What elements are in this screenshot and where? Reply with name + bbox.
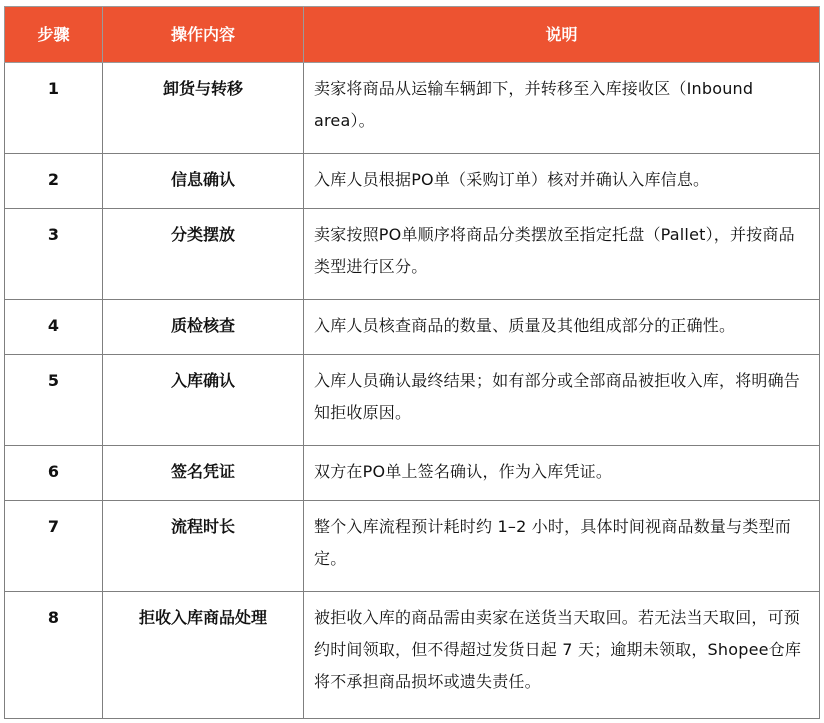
inbound-process-table bbox=[4, 6, 820, 719]
step-number: 5 bbox=[5, 355, 103, 446]
operation-description: 入库人员确认最终结果；如有部分或全部商品被拒收入库，将明确告知拒收原因。 bbox=[304, 355, 820, 446]
operation-name: 签名凭证 bbox=[103, 446, 304, 501]
operation-name: 入库确认 bbox=[103, 355, 304, 446]
header-operation: 操作内容 bbox=[103, 7, 304, 63]
operation-description: 被拒收入库的商品需由卖家在送货当天取回。若无法当天取回，可预约时间领取，但不得超过发货日起 7 天；逾期未领取，Shopee仓库将不承担商品损坏或遗失责任。 bbox=[304, 592, 820, 719]
table-row bbox=[5, 63, 820, 154]
step-number: 7 bbox=[5, 501, 103, 592]
step-number: 8 bbox=[5, 592, 103, 719]
table-row bbox=[5, 154, 820, 209]
operation-name: 分类摆放 bbox=[103, 209, 304, 300]
table-row bbox=[5, 300, 820, 355]
operation-name: 拒收入库商品处理 bbox=[103, 592, 304, 719]
table-row bbox=[5, 209, 820, 300]
table-header-row bbox=[5, 7, 820, 63]
step-number: 6 bbox=[5, 446, 103, 501]
header-description: 说明 bbox=[304, 7, 820, 63]
table-row bbox=[5, 592, 820, 719]
operation-name: 质检核查 bbox=[103, 300, 304, 355]
table-row bbox=[5, 355, 820, 446]
operation-description: 整个入库流程预计耗时约 1–2 小时，具体时间视商品数量与类型而定。 bbox=[304, 501, 820, 592]
step-number: 3 bbox=[5, 209, 103, 300]
operation-description: 卖家将商品从运输车辆卸下，并转移至入库接收区（Inbound area）。 bbox=[304, 63, 820, 154]
operation-description: 入库人员核查商品的数量、质量及其他组成部分的正确性。 bbox=[304, 300, 820, 355]
operation-description: 卖家按照PO单顺序将商品分类摆放至指定托盘（Pallet），并按商品类型进行区分。 bbox=[304, 209, 820, 300]
header-step: 步骤 bbox=[5, 7, 103, 63]
table-row bbox=[5, 446, 820, 501]
step-number: 1 bbox=[5, 63, 103, 154]
operation-name: 信息确认 bbox=[103, 154, 304, 209]
operation-description: 入库人员根据PO单（采购订单）核对并确认入库信息。 bbox=[304, 154, 820, 209]
step-number: 4 bbox=[5, 300, 103, 355]
operation-name: 卸货与转移 bbox=[103, 63, 304, 154]
step-number: 2 bbox=[5, 154, 103, 209]
operation-name: 流程时长 bbox=[103, 501, 304, 592]
operation-description: 双方在PO单上签名确认，作为入库凭证。 bbox=[304, 446, 820, 501]
table-row bbox=[5, 501, 820, 592]
